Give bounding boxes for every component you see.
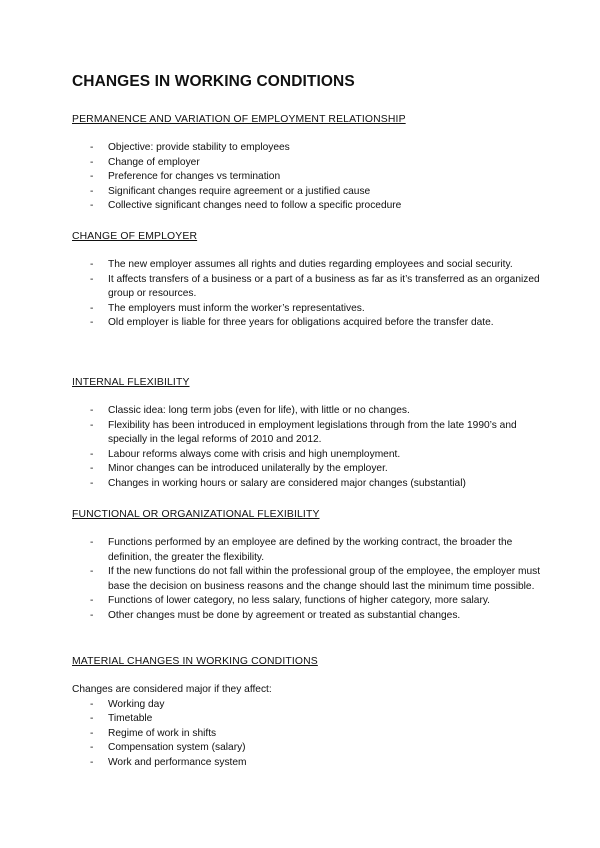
- list-item-text: If the new functions do not fall within the professional group of the employee, the employer must base the decision on business reasons and the change should last the minimum time possible.: [108, 566, 541, 592]
- dash-bullet: -: [90, 259, 94, 270]
- list-item: [72, 419, 542, 448]
- list-item-text: Flexibility has been introduced in employment legislations through from the late 1990’s and specially in the legal reforms of 2010 and 2012.: [108, 419, 517, 446]
- section-heading: MATERIAL CHANGES IN WORKING CONDITIONS: [72, 656, 318, 667]
- bullet-list: [72, 258, 542, 331]
- dash-bullet: -: [90, 448, 94, 460]
- section-heading: INTERNAL FLEXIBILITY: [72, 377, 190, 388]
- section-heading: PERMANENCE AND VARIATION OF EMPLOYMENT RELATIONSHIP: [72, 114, 406, 125]
- list-item-text: Minor changes can be introduced unilaterally by the employer.: [108, 463, 388, 475]
- dash-bullet: -: [90, 273, 94, 285]
- bullet-list: [72, 536, 542, 624]
- bullet-list: [72, 698, 542, 771]
- list-item-text: Compensation system (salary): [108, 742, 246, 754]
- list-item-text: Regime of work in shifts: [108, 727, 217, 739]
- section-heading: CHANGE OF EMPLOYER: [72, 231, 198, 242]
- list-item: [72, 302, 542, 317]
- list-item: [72, 609, 542, 624]
- list-item-text: The employers must inform the worker’s representatives.: [108, 302, 365, 314]
- list-item-text: Work and performance system: [108, 756, 247, 768]
- list-item: [72, 727, 542, 742]
- list-item: [72, 536, 542, 565]
- section-internal-flexibility: [72, 376, 542, 492]
- list-item: [72, 404, 542, 419]
- list-item-text: Objective: provide stability to employees: [108, 142, 290, 153]
- list-item-text: Functions of lower category, no less salary, functions of higher category, more salary.: [108, 595, 491, 607]
- list-item-text: Significant changes require agreement or a justified cause: [108, 185, 371, 197]
- section-change-of-employer: [72, 230, 542, 331]
- list-item-text: Other changes must be done by agreement or treated as substantial changes.: [108, 609, 461, 621]
- list-item: [72, 316, 542, 331]
- section-heading: FUNCTIONAL OR ORGANIZATIONAL FLEXIBILITY: [72, 509, 320, 520]
- bullet-list: [72, 141, 542, 214]
- dash-bullet: -: [90, 742, 94, 754]
- section-material-changes: [72, 655, 542, 771]
- list-item-text: Old employer is liable for three years for obligations acquired before the transfer date.: [108, 317, 494, 329]
- list-item-text: Working day: [108, 698, 165, 710]
- list-item: [72, 712, 542, 727]
- list-item: [72, 477, 542, 492]
- list-item-text: Changes in working hours or salary are considered major changes (substantial): [108, 477, 466, 489]
- dash-bullet: -: [90, 537, 94, 548]
- list-item: [72, 156, 542, 171]
- dash-bullet: -: [90, 698, 94, 710]
- list-item: [72, 448, 542, 463]
- list-item: [72, 756, 542, 771]
- dash-bullet: -: [90, 463, 94, 475]
- list-item-text: Labour reforms always come with crisis and high unemployment.: [108, 448, 401, 460]
- list-item: [72, 565, 542, 594]
- section-functional-flexibility: [72, 508, 542, 624]
- list-item-text: Collective significant changes need to follow a specific procedure: [108, 200, 402, 212]
- dash-bullet: -: [90, 727, 94, 739]
- list-item: [72, 199, 542, 214]
- list-item: [72, 741, 542, 756]
- dash-bullet: -: [90, 317, 94, 329]
- dash-bullet: -: [90, 595, 94, 607]
- list-item: [72, 594, 542, 609]
- list-item: [72, 273, 542, 302]
- dash-bullet: -: [90, 477, 94, 489]
- dash-bullet: -: [90, 302, 94, 314]
- list-item-text: The new employer assumes all rights and duties regarding employees and social security.: [108, 259, 513, 270]
- dash-bullet: -: [90, 405, 94, 416]
- dash-bullet: -: [90, 756, 94, 768]
- dash-bullet: -: [90, 156, 94, 168]
- dash-bullet: -: [90, 419, 94, 431]
- list-item: [72, 185, 542, 200]
- section-permanence: [72, 113, 542, 214]
- list-item-text: Functions performed by an employee are defined by the working contract, the broader the definition, the greater the flexibility.: [108, 537, 513, 563]
- list-item-text: Change of employer: [108, 156, 200, 168]
- dash-bullet: -: [90, 713, 94, 725]
- list-item-text: Classic idea: long term jobs (even for life), with little or no changes.: [108, 405, 410, 416]
- dash-bullet: -: [90, 171, 94, 183]
- section-intro: Changes are considered major if they affect:: [72, 684, 272, 695]
- dash-bullet: -: [90, 200, 94, 212]
- dash-bullet: -: [90, 609, 94, 621]
- list-item-text: It affects transfers of a business or a part of a business as far as it’s transferred as an organized group or resources.: [108, 273, 540, 300]
- list-item: [72, 698, 542, 713]
- dash-bullet: -: [90, 142, 94, 153]
- dash-bullet: -: [90, 185, 94, 197]
- list-item-text: Preference for changes vs termination: [108, 171, 281, 183]
- list-item: [72, 170, 542, 185]
- list-item: [72, 462, 542, 477]
- list-item: [72, 258, 542, 273]
- page-title: CHANGES IN WORKING CONDITIONS: [72, 73, 355, 90]
- list-item-text: Timetable: [108, 713, 153, 725]
- list-item: [72, 141, 542, 156]
- dash-bullet: -: [90, 566, 94, 578]
- bullet-list: [72, 404, 542, 492]
